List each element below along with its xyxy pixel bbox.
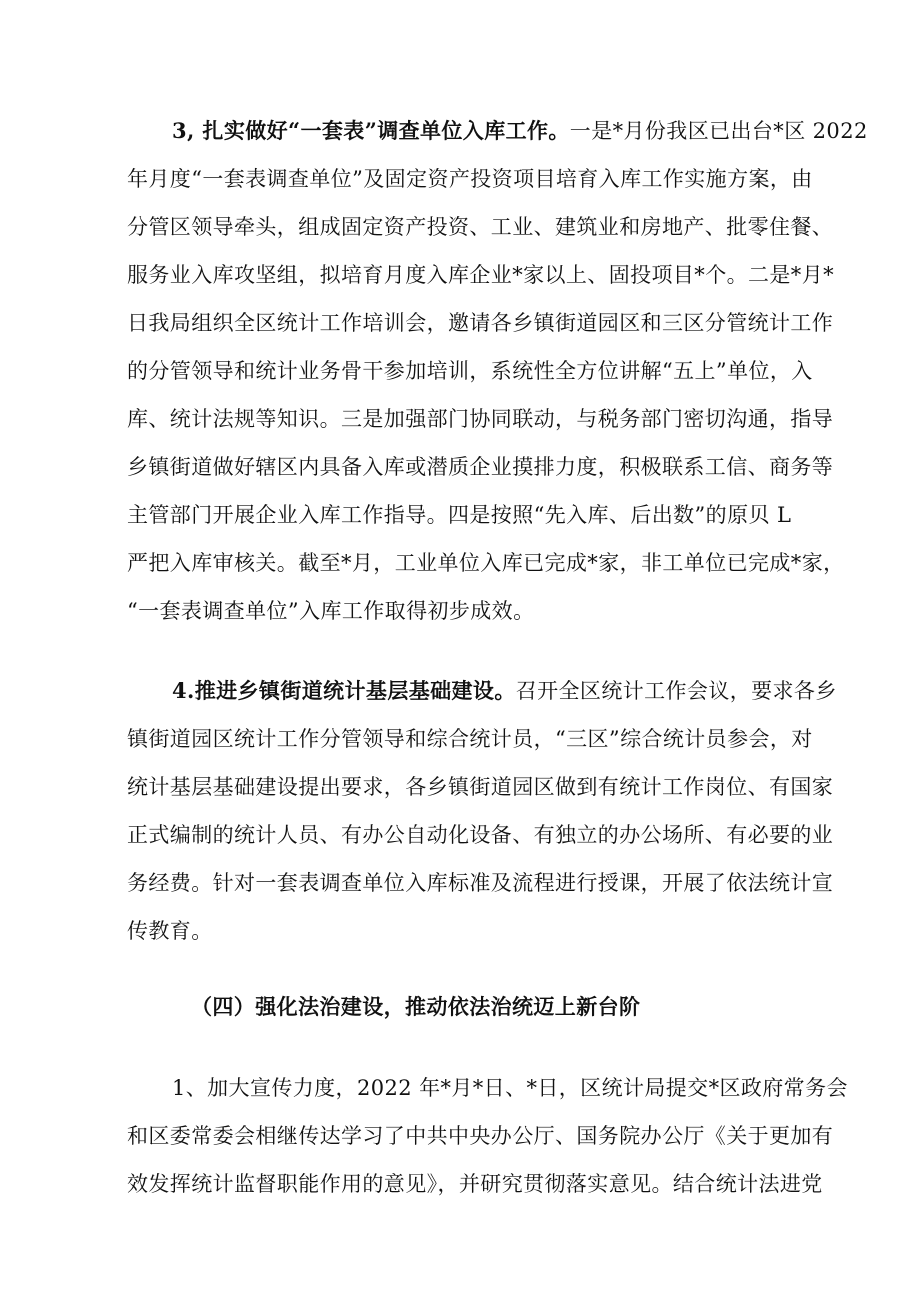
paragraph-4-line-1 xyxy=(172,678,852,704)
paragraph-1-line-1: 1、加大宣传力度，2022 年*月*日、*日，区统计局提交*区政府常务会 xyxy=(172,1076,848,1100)
paragraph-4-line-2: 镇街道园区统计工作分管领导和综合统计员，“三区”综合统计员参会，对 xyxy=(127,727,813,751)
paragraph-3-lead: 3, 扎实做好“一套表”调查单位入库工作。 xyxy=(172,118,570,143)
paragraph-4-lead: 4.推进乡镇街道统计基层基础建设。 xyxy=(172,678,516,703)
paragraph-4-line-5: 务经费。针对一套表调查单位入库标准及流程进行授课，开展了依法统计宣 xyxy=(127,871,834,895)
paragraph-3-line-9: 主管部门开展企业入库工作指导。四是按照“先入库、后出数”的原贝 L xyxy=(127,503,792,527)
paragraph-3-line-4: 服务业入库攻坚组，拟培育月度入库企业*家以上、固投项目*个。二是*月* xyxy=(127,263,834,287)
paragraph-3-line-1 xyxy=(172,118,868,144)
paragraph-4-line-4: 正式编制的统计人员、有办公自动化设备、有独立的办公场所、有必要的业 xyxy=(127,823,834,847)
paragraph-1-line-2: 和区委常委会相继传达学习了中共中央办公厅、国务院办公厅《关于更加有 xyxy=(127,1124,834,1148)
section-heading: （四）强化法治建设，推动依法治统迈上新台阶 xyxy=(191,994,641,1019)
paragraph-4-text: 召开全区统计工作会议，要求各乡 xyxy=(515,679,837,703)
paragraph-3-line-5: 日我局组织全区统计工作培训会，邀请各乡镇街道园区和三区分管统计工作 xyxy=(127,311,834,335)
paragraph-1-line-3: 效发挥统计监督职能作用的意见》，并研究贯彻落实意见。结合统计法进党 xyxy=(127,1172,823,1196)
paragraph-4-line-6: 传教育。 xyxy=(127,919,213,943)
paragraph-3-text: 一是*月份我区已出台*区 2022 xyxy=(569,119,868,143)
paragraph-3-line-10: 严把入库审核关。截至*月，工业单位入库已完成*家，非工单位已完成*家， xyxy=(127,551,845,575)
paragraph-3-line-7: 库、统计法规等知识。三是加强部门协同联动，与税务部门密切沟通，指导 xyxy=(127,407,834,431)
paragraph-4-line-3: 统计基层基础建设提出要求，各乡镇街道园区做到有统计工作岗位、有国家 xyxy=(127,775,834,799)
paragraph-3-line-8: 乡镇街道做好辖区内具备入库或潜质企业摸排力度，积极联系工信、商务等 xyxy=(127,455,834,479)
paragraph-3-line-11: “一套表调查单位”入库工作取得初步成效。 xyxy=(127,599,535,623)
paragraph-3-line-6: 的分管领导和统计业务骨干参加培训，系统性全方位讲解“五上”单位，入 xyxy=(127,359,813,383)
paragraph-3-line-2: 年月度“一套表调查单位”及固定资产投资项目培育入库工作实施方案，由 xyxy=(127,167,813,191)
paragraph-3-line-3: 分管区领导牵头，组成固定资产投资、工业、建筑业和房地产、批零住餐、 xyxy=(127,215,834,239)
